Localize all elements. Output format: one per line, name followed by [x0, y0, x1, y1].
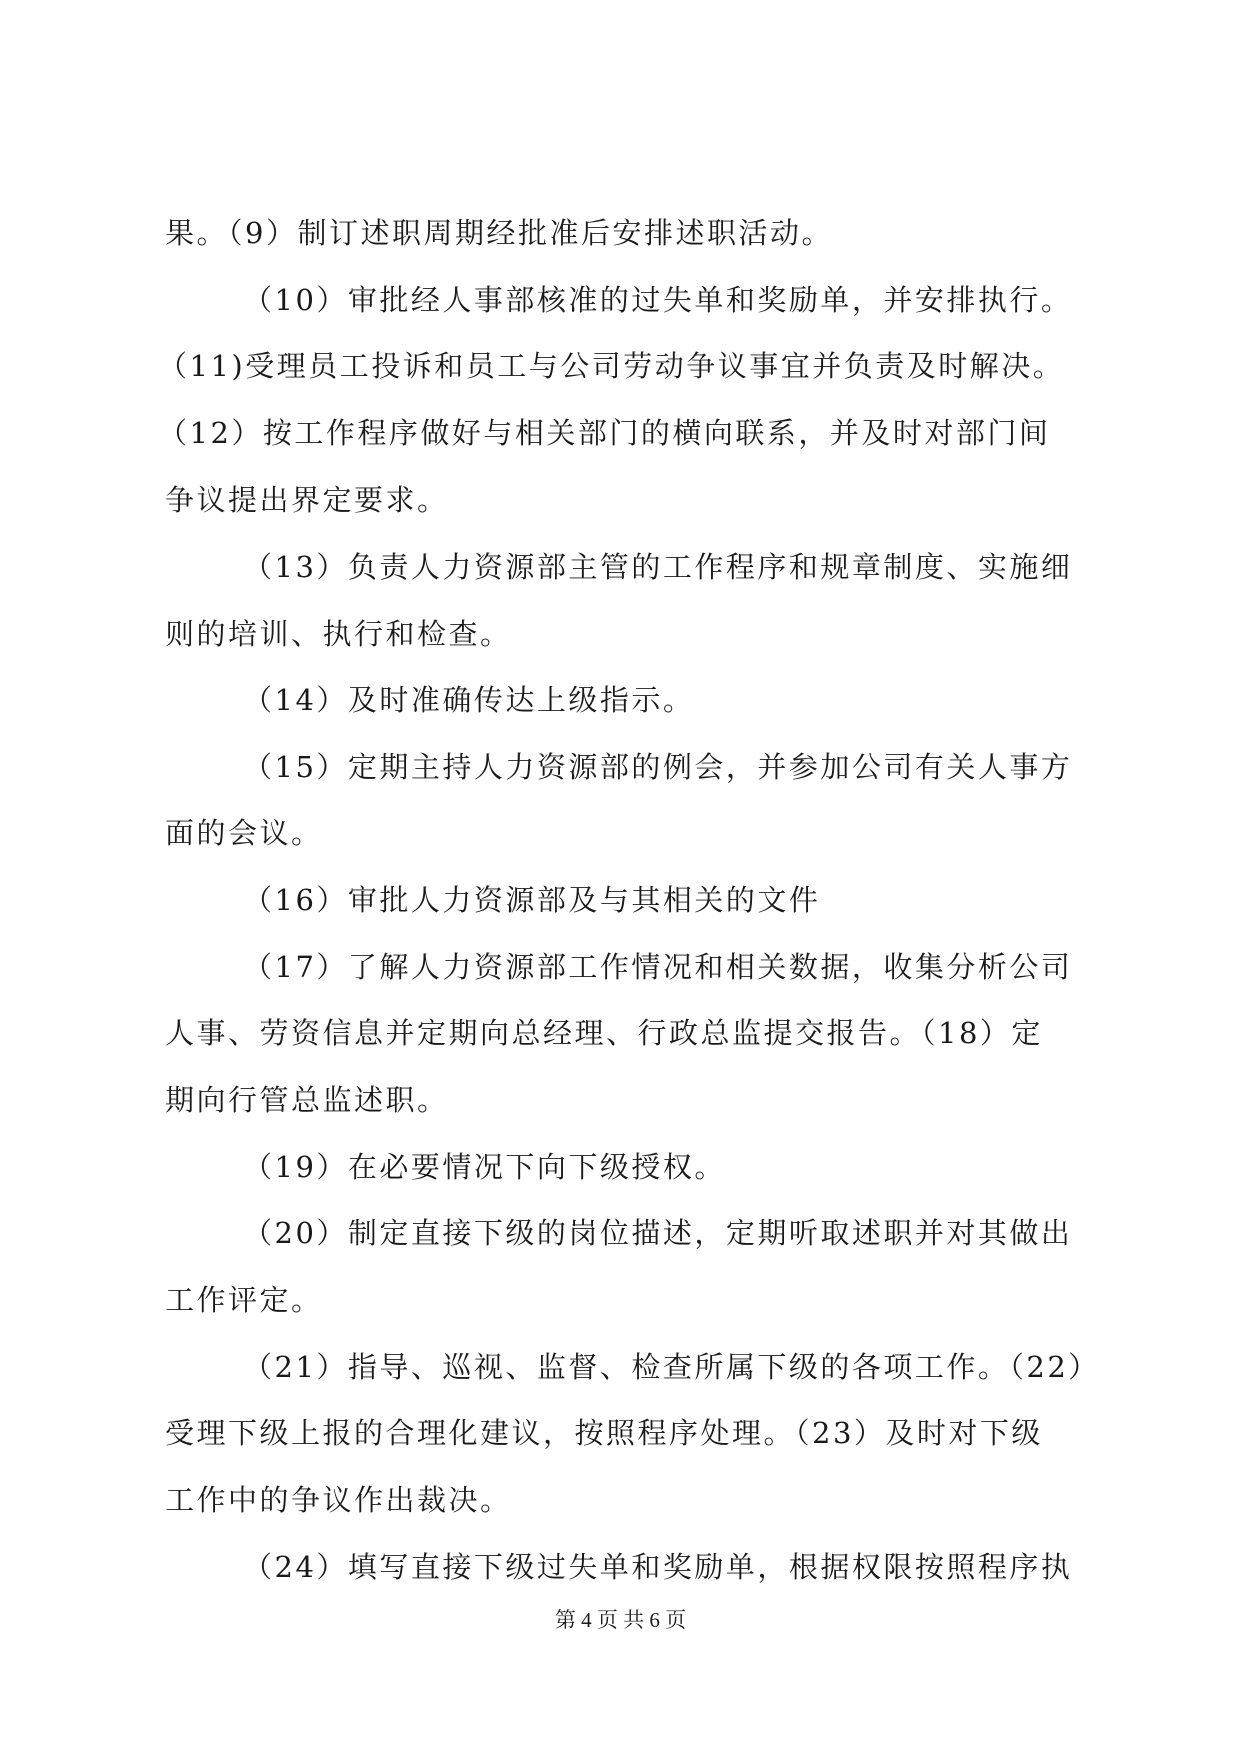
- page-number-footer: 第 4 页 共 6 页: [554, 1608, 687, 1632]
- text-line: （10）审批经人事部核准的过失单和奖励单，并安排执行。: [243, 283, 1073, 317]
- text-line: （17）了解人力资源部工作情况和相关数据，收集分析公司: [243, 950, 1073, 984]
- text-line: （20）制定直接下级的岗位描述，定期听取述职并对其做出: [243, 1216, 1073, 1250]
- text-line: （15）定期主持人力资源部的例会，并参加公司有关人事方: [243, 750, 1073, 784]
- text-line: 工作中的争议作出裁决。: [165, 1483, 512, 1517]
- text-line: （21）指导、巡视、监督、检查所属下级的各项工作。（22）: [243, 1350, 1100, 1384]
- text-line: 人事、劳资信息并定期向总经理、行政总监提交报告。（18）定: [165, 1016, 1043, 1050]
- text-line: 工作评定。: [165, 1283, 323, 1317]
- text-line: 争议提出界定要求。: [165, 483, 449, 517]
- text-line: 面的会议。: [165, 816, 323, 850]
- text-line: 果。（9）制订述职周期经批准后安排述职活动。: [165, 216, 833, 250]
- text-line: （19）在必要情况下向下级授权。: [243, 1150, 726, 1184]
- text-line: （12）按工作程序做好与相关部门的横向联系，并及时对部门间: [158, 416, 1051, 450]
- text-line: （13）负责人力资源部主管的工作程序和规章制度、实施细: [243, 550, 1073, 584]
- text-line: （16）审批人力资源部及与其相关的文件: [243, 883, 821, 917]
- text-line: 期向行管总监述职。: [165, 1083, 449, 1117]
- text-line: 受理下级上报的合理化建议，按照程序处理。（23）及时对下级: [165, 1416, 1043, 1450]
- text-line: （14）及时准确传达上级指示。: [243, 683, 695, 717]
- text-line: （11)受理员工投诉和员工与公司劳动争议事宜并负责及时解决。: [158, 349, 1065, 383]
- text-line: （24）填写直接下级过失单和奖励单，根据权限按照程序执: [243, 1550, 1073, 1584]
- text-line: 则的培训、执行和检查。: [165, 617, 512, 651]
